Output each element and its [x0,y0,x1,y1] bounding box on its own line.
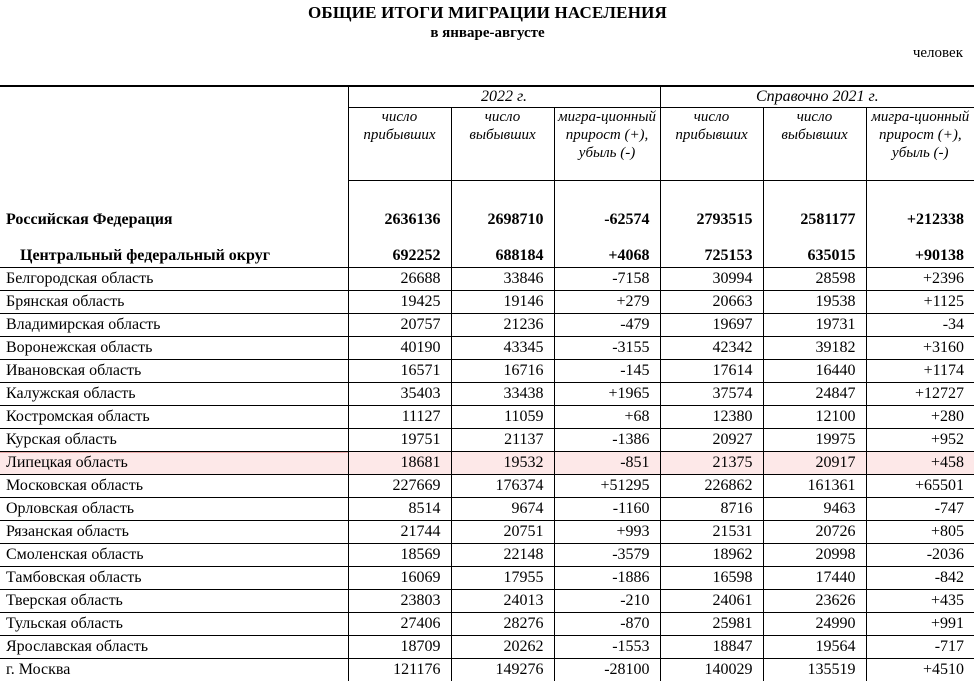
cell: -3155 [554,337,660,360]
cell: 26688 [348,268,451,291]
cell: 9463 [763,498,866,521]
cell: 20998 [763,544,866,567]
cell: +1125 [866,291,974,314]
cell: 18569 [348,544,451,567]
cell: -2036 [866,544,974,567]
cell: +805 [866,521,974,544]
col-header-arrived-2022: число прибывших [348,108,451,181]
cell: 33846 [451,268,554,291]
row-name: Тульская область [0,613,348,636]
cell: 28598 [763,268,866,291]
cell: +993 [554,521,660,544]
cell: 37574 [660,383,763,406]
table-row [0,360,974,383]
cell: 2698710 [451,181,554,234]
cell: 11059 [451,406,554,429]
cell: 19532 [451,452,554,475]
cell: 22148 [451,544,554,567]
cell: 20751 [451,521,554,544]
table-row-total [0,181,974,234]
row-name: Орловская область [0,498,348,521]
cell: 25981 [660,613,763,636]
cell: 17614 [660,360,763,383]
cell: 23803 [348,590,451,613]
cell: +280 [866,406,974,429]
unit-label: человек [913,45,963,62]
cell: -717 [866,636,974,659]
cell: 2581177 [763,181,866,234]
row-name: Калужская область [0,383,348,406]
cell: 16571 [348,360,451,383]
cell: 226862 [660,475,763,498]
col-header-departed-2021: число выбывших [763,108,866,181]
cell: +458 [866,452,974,475]
cell: -62574 [554,181,660,234]
cell: 24990 [763,613,866,636]
cell: 12380 [660,406,763,429]
table-row [0,429,974,452]
table-row [0,475,974,498]
cell: -842 [866,567,974,590]
row-name: Центральный федеральный округ [0,233,348,268]
cell: -7158 [554,268,660,291]
cell: 21531 [660,521,763,544]
cell: +1965 [554,383,660,406]
cell: -1886 [554,567,660,590]
col-header-growth-2021: мигра-ционный прирост (+), убыль (-) [866,108,974,181]
cell: 21137 [451,429,554,452]
row-name: Тамбовская область [0,567,348,590]
row-name: Владимирская область [0,314,348,337]
row-name: Липецкая область [0,452,348,475]
cell: 24847 [763,383,866,406]
cell: 12100 [763,406,866,429]
cell: 19564 [763,636,866,659]
cell: 16069 [348,567,451,590]
row-name: Ярославская область [0,636,348,659]
cell: 8716 [660,498,763,521]
table-row [0,383,974,406]
table-row [0,406,974,429]
cell: 20757 [348,314,451,337]
row-name: Рязанская область [0,521,348,544]
cell: 19697 [660,314,763,337]
table-row [0,268,974,291]
table-row [0,291,974,314]
col-header-departed-2022: число выбывших [451,108,554,181]
cell: +435 [866,590,974,613]
cell: 688184 [451,233,554,268]
migration-table [0,85,974,681]
table-row [0,521,974,544]
cell: 33438 [451,383,554,406]
cell: 149276 [451,659,554,681]
header-year-2021: Справочно 2021 г. [660,86,974,108]
table-row [0,613,974,636]
table-row [0,452,974,475]
cell: 21236 [451,314,554,337]
row-name: Тверская область [0,590,348,613]
cell: +4068 [554,233,660,268]
cell: -851 [554,452,660,475]
cell: 18962 [660,544,763,567]
cell: 692252 [348,233,451,268]
cell: +2396 [866,268,974,291]
col-header-growth-2022: мигра-ционный прирост (+), убыль (-) [554,108,660,181]
table-row [0,567,974,590]
row-name: г. Москва [0,659,348,681]
cell: 19731 [763,314,866,337]
cell: 20917 [763,452,866,475]
cell: +12727 [866,383,974,406]
row-name: Московская область [0,475,348,498]
cell: +68 [554,406,660,429]
cell: 20663 [660,291,763,314]
cell: -1160 [554,498,660,521]
cell: 18709 [348,636,451,659]
row-name: Смоленская область [0,544,348,567]
cell: 24013 [451,590,554,613]
table-row-district [0,233,974,268]
cell: 21375 [660,452,763,475]
cell: 227669 [348,475,451,498]
cell: -210 [554,590,660,613]
table-row [0,544,974,567]
table-row [0,314,974,337]
cell: 43345 [451,337,554,360]
row-name: Костромская область [0,406,348,429]
cell: -1553 [554,636,660,659]
cell: +51295 [554,475,660,498]
table-row [0,636,974,659]
cell: 8514 [348,498,451,521]
row-name: Ивановская область [0,360,348,383]
cell: -28100 [554,659,660,681]
cell: 135519 [763,659,866,681]
header-year-row [0,86,974,108]
cell: 20927 [660,429,763,452]
row-name: Брянская область [0,291,348,314]
cell: 17440 [763,567,866,590]
cell: -747 [866,498,974,521]
header-blank-cell [0,86,348,181]
cell: 23626 [763,590,866,613]
cell: +4510 [866,659,974,681]
cell: 11127 [348,406,451,429]
cell: 140029 [660,659,763,681]
cell: 16440 [763,360,866,383]
cell: +3160 [866,337,974,360]
cell: 16598 [660,567,763,590]
cell: 161361 [763,475,866,498]
cell: 19146 [451,291,554,314]
cell: 40190 [348,337,451,360]
cell: 30994 [660,268,763,291]
cell: +1174 [866,360,974,383]
cell: 635015 [763,233,866,268]
cell: -145 [554,360,660,383]
cell: -479 [554,314,660,337]
page-title: ОБЩИЕ ИТОГИ МИГРАЦИИ НАСЕЛЕНИЯ [0,3,975,23]
col-header-arrived-2021: число прибывших [660,108,763,181]
table-row [0,659,974,681]
row-name: Курская область [0,429,348,452]
cell: 35403 [348,383,451,406]
cell: 19538 [763,291,866,314]
row-name: Белгородская область [0,268,348,291]
cell: +952 [866,429,974,452]
cell: 725153 [660,233,763,268]
cell: 27406 [348,613,451,636]
cell: 176374 [451,475,554,498]
cell: 17955 [451,567,554,590]
cell: -870 [554,613,660,636]
cell: 21744 [348,521,451,544]
cell: 16716 [451,360,554,383]
cell: 2636136 [348,181,451,234]
cell: +65501 [866,475,974,498]
cell: 39182 [763,337,866,360]
cell: -34 [866,314,974,337]
cell: 18847 [660,636,763,659]
cell: +212338 [866,181,974,234]
header-year-2022: 2022 г. [348,86,660,108]
table-row [0,498,974,521]
cell: 18681 [348,452,451,475]
cell: +991 [866,613,974,636]
cell: +90138 [866,233,974,268]
table-row [0,337,974,360]
cell: -1386 [554,429,660,452]
page-subtitle: в январе-августе [0,25,975,42]
cell: 19425 [348,291,451,314]
cell: 42342 [660,337,763,360]
table-row [0,590,974,613]
cell: 2793515 [660,181,763,234]
row-name: Воронежская область [0,337,348,360]
cell: 24061 [660,590,763,613]
cell: 20262 [451,636,554,659]
row-name: Российская Федерация [0,181,348,234]
cell: 28276 [451,613,554,636]
cell: 121176 [348,659,451,681]
cell: +279 [554,291,660,314]
cell: -3579 [554,544,660,567]
cell: 20726 [763,521,866,544]
cell: 19751 [348,429,451,452]
cell: 9674 [451,498,554,521]
cell: 19975 [763,429,866,452]
